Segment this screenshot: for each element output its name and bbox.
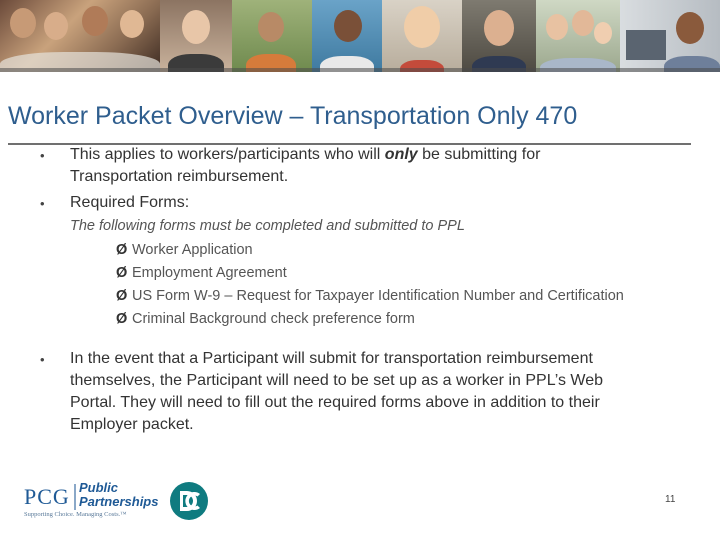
banner-bottom-shadow <box>0 68 720 72</box>
bullet-marker: • <box>40 148 45 163</box>
form-item-employment-agreement <box>116 265 287 281</box>
banner-photo-boy <box>232 0 312 72</box>
bullet-marker: • <box>40 352 45 367</box>
arrow-bullet-icon: Ø <box>116 242 128 258</box>
form-label: Worker Application <box>132 242 253 258</box>
banner-photo-man-red <box>312 0 382 72</box>
bullet-text-line2: Transportation reimbursement. <box>70 168 289 185</box>
bullet-text-post: be submitting for <box>417 146 541 163</box>
bullet-text-participant <box>70 348 710 436</box>
banner-photo-office-woman <box>620 0 720 72</box>
paragraph-line: In the event that a Participant will submit for transportation reimbursement <box>70 350 593 367</box>
paragraph-line: Employer packet. <box>70 416 194 433</box>
banner-photo-child <box>382 0 462 72</box>
arrow-bullet-icon: Ø <box>116 265 128 281</box>
form-label: US Form W-9 – Request for Taxpayer Identification Number and Certification <box>132 288 624 304</box>
form-item-background-check <box>116 311 415 327</box>
pcg-wordmark: PCG <box>24 484 70 509</box>
partnerships-wordmark: Partnerships <box>79 494 159 509</box>
dc-logo-icon <box>170 482 208 520</box>
banner-photo-bearded-man <box>462 0 536 72</box>
logo-divider <box>74 484 76 510</box>
dc-mark-icon <box>170 482 208 520</box>
form-label: Criminal Background check preference form <box>132 311 415 327</box>
banner-photo-family <box>536 0 620 72</box>
form-label: Employment Agreement <box>132 265 287 281</box>
slide-title: Worker Packet Overview – Transportation Only 470 <box>8 102 578 130</box>
paragraph-line: themselves, the Participant will need to be set up as a worker in PPL’s Web <box>70 372 604 389</box>
form-item-worker-application <box>116 242 253 258</box>
banner-photo-students <box>0 0 160 72</box>
photo-banner <box>0 0 720 72</box>
emphasis-only: only <box>384 146 418 163</box>
logo-tagline: Supporting Choice. Managing Costs.™ <box>24 511 127 518</box>
arrow-bullet-icon: Ø <box>116 311 128 327</box>
page-number: 11 <box>665 494 676 505</box>
bullet-text-required-forms: Required Forms: <box>70 194 190 211</box>
bullet-text-pre: This applies to workers/participants who will <box>70 146 385 163</box>
banner-photo-woman <box>160 0 232 72</box>
forms-intro: The following forms must be completed and submitted to PPL <box>70 218 465 234</box>
public-wordmark: Public <box>79 480 119 495</box>
bullet-marker: • <box>40 196 45 211</box>
form-item-w9 <box>116 288 624 304</box>
arrow-bullet-icon: Ø <box>116 288 128 304</box>
bullet-text-workers <box>70 144 710 188</box>
paragraph-line: Portal. They will need to fill out the required forms above in addition to their <box>70 394 600 411</box>
